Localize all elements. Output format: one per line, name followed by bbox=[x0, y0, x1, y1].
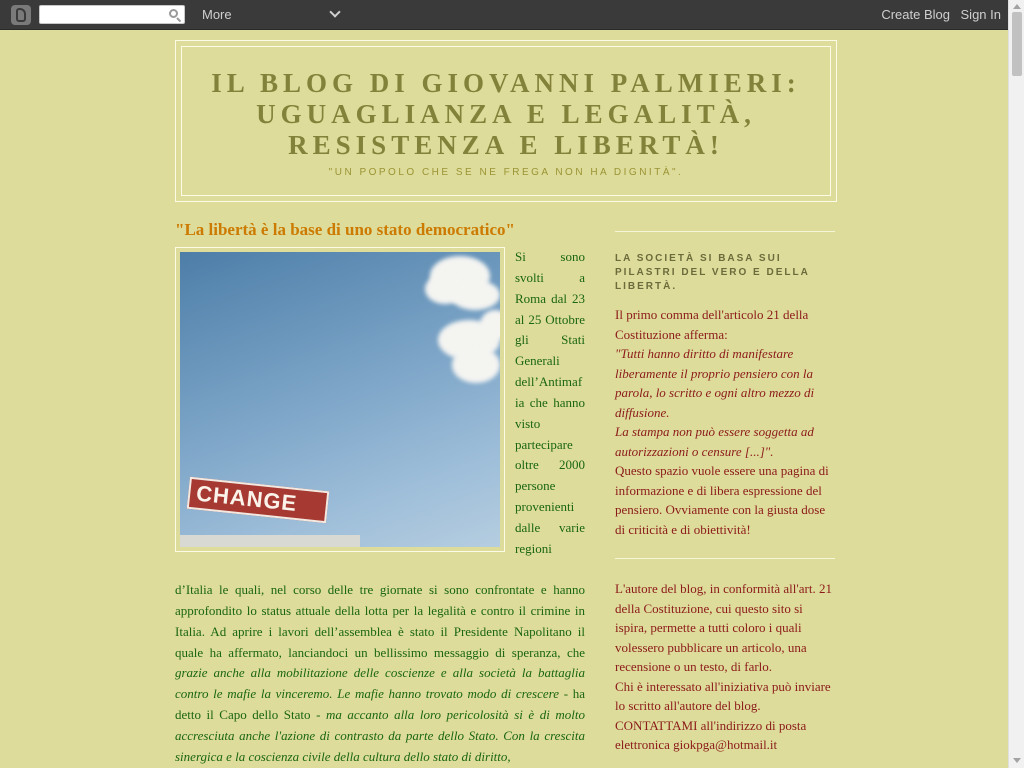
scroll-down-icon[interactable] bbox=[1013, 758, 1021, 763]
post-image[interactable] bbox=[175, 247, 505, 552]
widget-outro: Questo spazio vuole essere una pagina di informazione e di libera espressione del pensiero. Ovviamente con la giusta dose di criticità e di obiettività! bbox=[615, 463, 829, 537]
create-blog-link[interactable]: Create Blog bbox=[881, 7, 950, 22]
blogger-navbar bbox=[0, 0, 1024, 30]
widget-contact bbox=[615, 558, 835, 755]
blog-header bbox=[175, 40, 837, 202]
post-title[interactable]: "La libertà è la base di uno stato democratico" bbox=[175, 220, 515, 239]
post-body-plain-2: - ha detto il Capo dello Stato - bbox=[175, 686, 585, 723]
contact-para-1: L'autore del blog, in conformità all'art. 21 della Costituzione, cui questo sito si ispira, permette a tutti coloro i quali volessero pubblicare un articolo, una recensione o un testo, di farlo. bbox=[615, 581, 832, 674]
widget-intro: Il primo comma dell'articolo 21 della Costituzione afferma: bbox=[615, 307, 809, 342]
more-menu[interactable]: More bbox=[202, 7, 232, 22]
widget-about-text bbox=[615, 305, 835, 539]
blogger-logo-icon[interactable] bbox=[11, 5, 31, 25]
contact-para-2: Chi è interessato all'iniziativa può inviare lo scritto all'autore del blog. bbox=[615, 678, 831, 713]
blog-header-inner bbox=[181, 46, 831, 196]
chevron-down-icon[interactable] bbox=[329, 6, 340, 17]
blog-description: "UN POPOLO CHE SE NE FREGA NON HA DIGNITÀ". bbox=[328, 167, 684, 178]
search-input[interactable] bbox=[39, 5, 185, 24]
blog-title[interactable]: IL BLOG DI GIOVANNI PALMIERI: UGUAGLIANZA E LEGALITÀ, RESISTENZA E LIBERTÀ! bbox=[211, 68, 801, 160]
change-sign-text: CHANGE bbox=[195, 480, 299, 517]
scrollbar-thumb[interactable] bbox=[1012, 12, 1022, 76]
sidebar-divider bbox=[615, 231, 835, 232]
vertical-scrollbar[interactable] bbox=[1008, 0, 1024, 768]
widget-about bbox=[615, 252, 835, 539]
widget-quote-2: La stampa non può essere soggetta ad autorizzazioni o censure [...]". bbox=[615, 424, 814, 459]
widget-quote-1: "Tutti hanno diritto di manifestare liberamente il proprio pensiero con la parola, lo scritto e ogni altro mezzo di diffusione. bbox=[615, 346, 815, 420]
widget-title: LA SOCIETÀ SI BASA SUI PILASTRI DEL VERO E DELLA LIBERTÀ. bbox=[615, 253, 810, 292]
post-body-italic-1: grazie anche alla mobilitazione delle coscienze e alla società la battaglia contro le mafie la vinceremo. Le mafie hanno trovato modo di crescere bbox=[175, 665, 585, 702]
scroll-up-icon[interactable] bbox=[1013, 4, 1021, 9]
post-body-italic-2: ma accanto alla loro pericolosità si è di molto accresciuta anche l'azione di contrasto da parte dello Stato. Con la crescita sinergica e la coscienza civile della cultura dello stato di diritto, bbox=[175, 707, 585, 764]
post-body-plain: d’Italia le quali, nel corso delle tre giornate si sono confrontate e hanno approfondito lo status attuale della lotta per la legalità e contro il crimine in Italia. Ad aprire i lavori dell’assemblea è stato il Presidente Napolitano il quale ha affermato, lanciandoci un bellissimo messaggio di speranza, che bbox=[175, 582, 585, 660]
sign-in-link[interactable]: Sign In bbox=[960, 7, 1001, 22]
widget-contact-text bbox=[615, 579, 835, 755]
contact-para-3: CONTATTAMI all'indirizzo di posta elettronica giokpga@hotmail.it bbox=[615, 717, 807, 752]
post-body bbox=[175, 580, 585, 768]
change-sign bbox=[187, 477, 330, 523]
sidebar-divider bbox=[615, 558, 835, 559]
sign-base bbox=[180, 535, 360, 547]
post-text-side: Si sono svolti a Roma dal 23 al 25 Ottobre gli Stati Generali dell’Antimaf ia che hanno visto partecipare oltre 2000 persone provenienti dalle varie regioni bbox=[515, 249, 585, 556]
sidebar bbox=[615, 231, 835, 755]
search-icon[interactable] bbox=[167, 7, 183, 23]
change-sign-photo bbox=[180, 252, 500, 547]
